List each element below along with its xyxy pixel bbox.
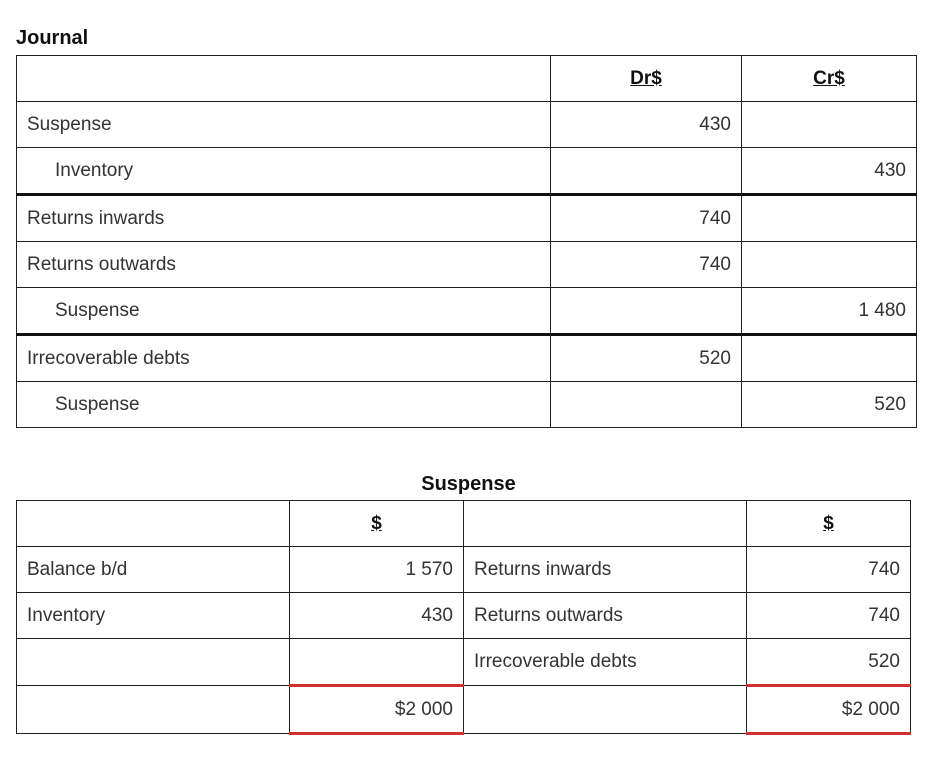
journal-title: Journal bbox=[16, 27, 89, 49]
suspense-header-right-label bbox=[464, 501, 747, 547]
suspense-left-label: Balance b/d bbox=[17, 547, 290, 593]
journal-cr bbox=[742, 102, 917, 148]
suspense-left-label: Inventory bbox=[17, 593, 290, 639]
suspense-left-amount bbox=[290, 639, 464, 686]
journal-cr bbox=[742, 242, 917, 288]
journal-header-account bbox=[17, 56, 551, 102]
journal-cr bbox=[742, 335, 917, 382]
journal-table bbox=[16, 55, 917, 428]
journal-cr bbox=[742, 195, 917, 242]
suspense-right-amount: 520 bbox=[747, 639, 911, 686]
suspense-header-left-amount: $ bbox=[290, 501, 464, 547]
suspense-row bbox=[17, 547, 911, 593]
journal-account: Inventory bbox=[17, 148, 551, 195]
journal-account: Suspense bbox=[17, 288, 551, 335]
journal-row bbox=[17, 242, 917, 288]
journal-dr: 740 bbox=[551, 195, 742, 242]
journal-row bbox=[17, 335, 917, 382]
journal-dr: 740 bbox=[551, 242, 742, 288]
journal-dr: 430 bbox=[551, 102, 742, 148]
journal-row bbox=[17, 288, 917, 335]
suspense-left-amount: 1 570 bbox=[290, 547, 464, 593]
suspense-row bbox=[17, 593, 911, 639]
suspense-right-label: Returns outwards bbox=[464, 593, 747, 639]
journal-account: Returns outwards bbox=[17, 242, 551, 288]
suspense-header-right-amount: $ bbox=[747, 501, 911, 547]
journal-row bbox=[17, 382, 917, 428]
suspense-right-amount: 740 bbox=[747, 547, 911, 593]
suspense-left-label bbox=[17, 639, 290, 686]
suspense-account-table bbox=[16, 500, 911, 735]
journal-header-cr: Cr$ bbox=[742, 56, 917, 102]
journal-account: Irrecoverable debts bbox=[17, 335, 551, 382]
journal-cr: 1 480 bbox=[742, 288, 917, 335]
journal-row bbox=[17, 148, 917, 195]
suspense-header-row bbox=[17, 501, 911, 547]
suspense-title: Suspense bbox=[421, 473, 516, 495]
suspense-left-amount: 430 bbox=[290, 593, 464, 639]
suspense-total-right-amount: $2 000 bbox=[747, 686, 911, 734]
journal-dr: 520 bbox=[551, 335, 742, 382]
journal-row bbox=[17, 195, 917, 242]
journal-dr bbox=[551, 288, 742, 335]
journal-cr: 520 bbox=[742, 382, 917, 428]
journal-account: Suspense bbox=[17, 382, 551, 428]
journal-account: Suspense bbox=[17, 102, 551, 148]
suspense-header-left-label bbox=[17, 501, 290, 547]
journal-row bbox=[17, 102, 917, 148]
suspense-total-left-label bbox=[17, 686, 290, 734]
suspense-row bbox=[17, 639, 911, 686]
suspense-right-label: Returns inwards bbox=[464, 547, 747, 593]
journal-header-dr: Dr$ bbox=[551, 56, 742, 102]
journal-dr bbox=[551, 382, 742, 428]
suspense-total-right-label bbox=[464, 686, 747, 734]
journal-cr: 430 bbox=[742, 148, 917, 195]
suspense-total-left-amount: $2 000 bbox=[290, 686, 464, 734]
suspense-right-amount: 740 bbox=[747, 593, 911, 639]
suspense-total-row bbox=[17, 686, 911, 734]
journal-header-row bbox=[17, 56, 917, 102]
suspense-right-label: Irrecoverable debts bbox=[464, 639, 747, 686]
journal-dr bbox=[551, 148, 742, 195]
journal-account: Returns inwards bbox=[17, 195, 551, 242]
